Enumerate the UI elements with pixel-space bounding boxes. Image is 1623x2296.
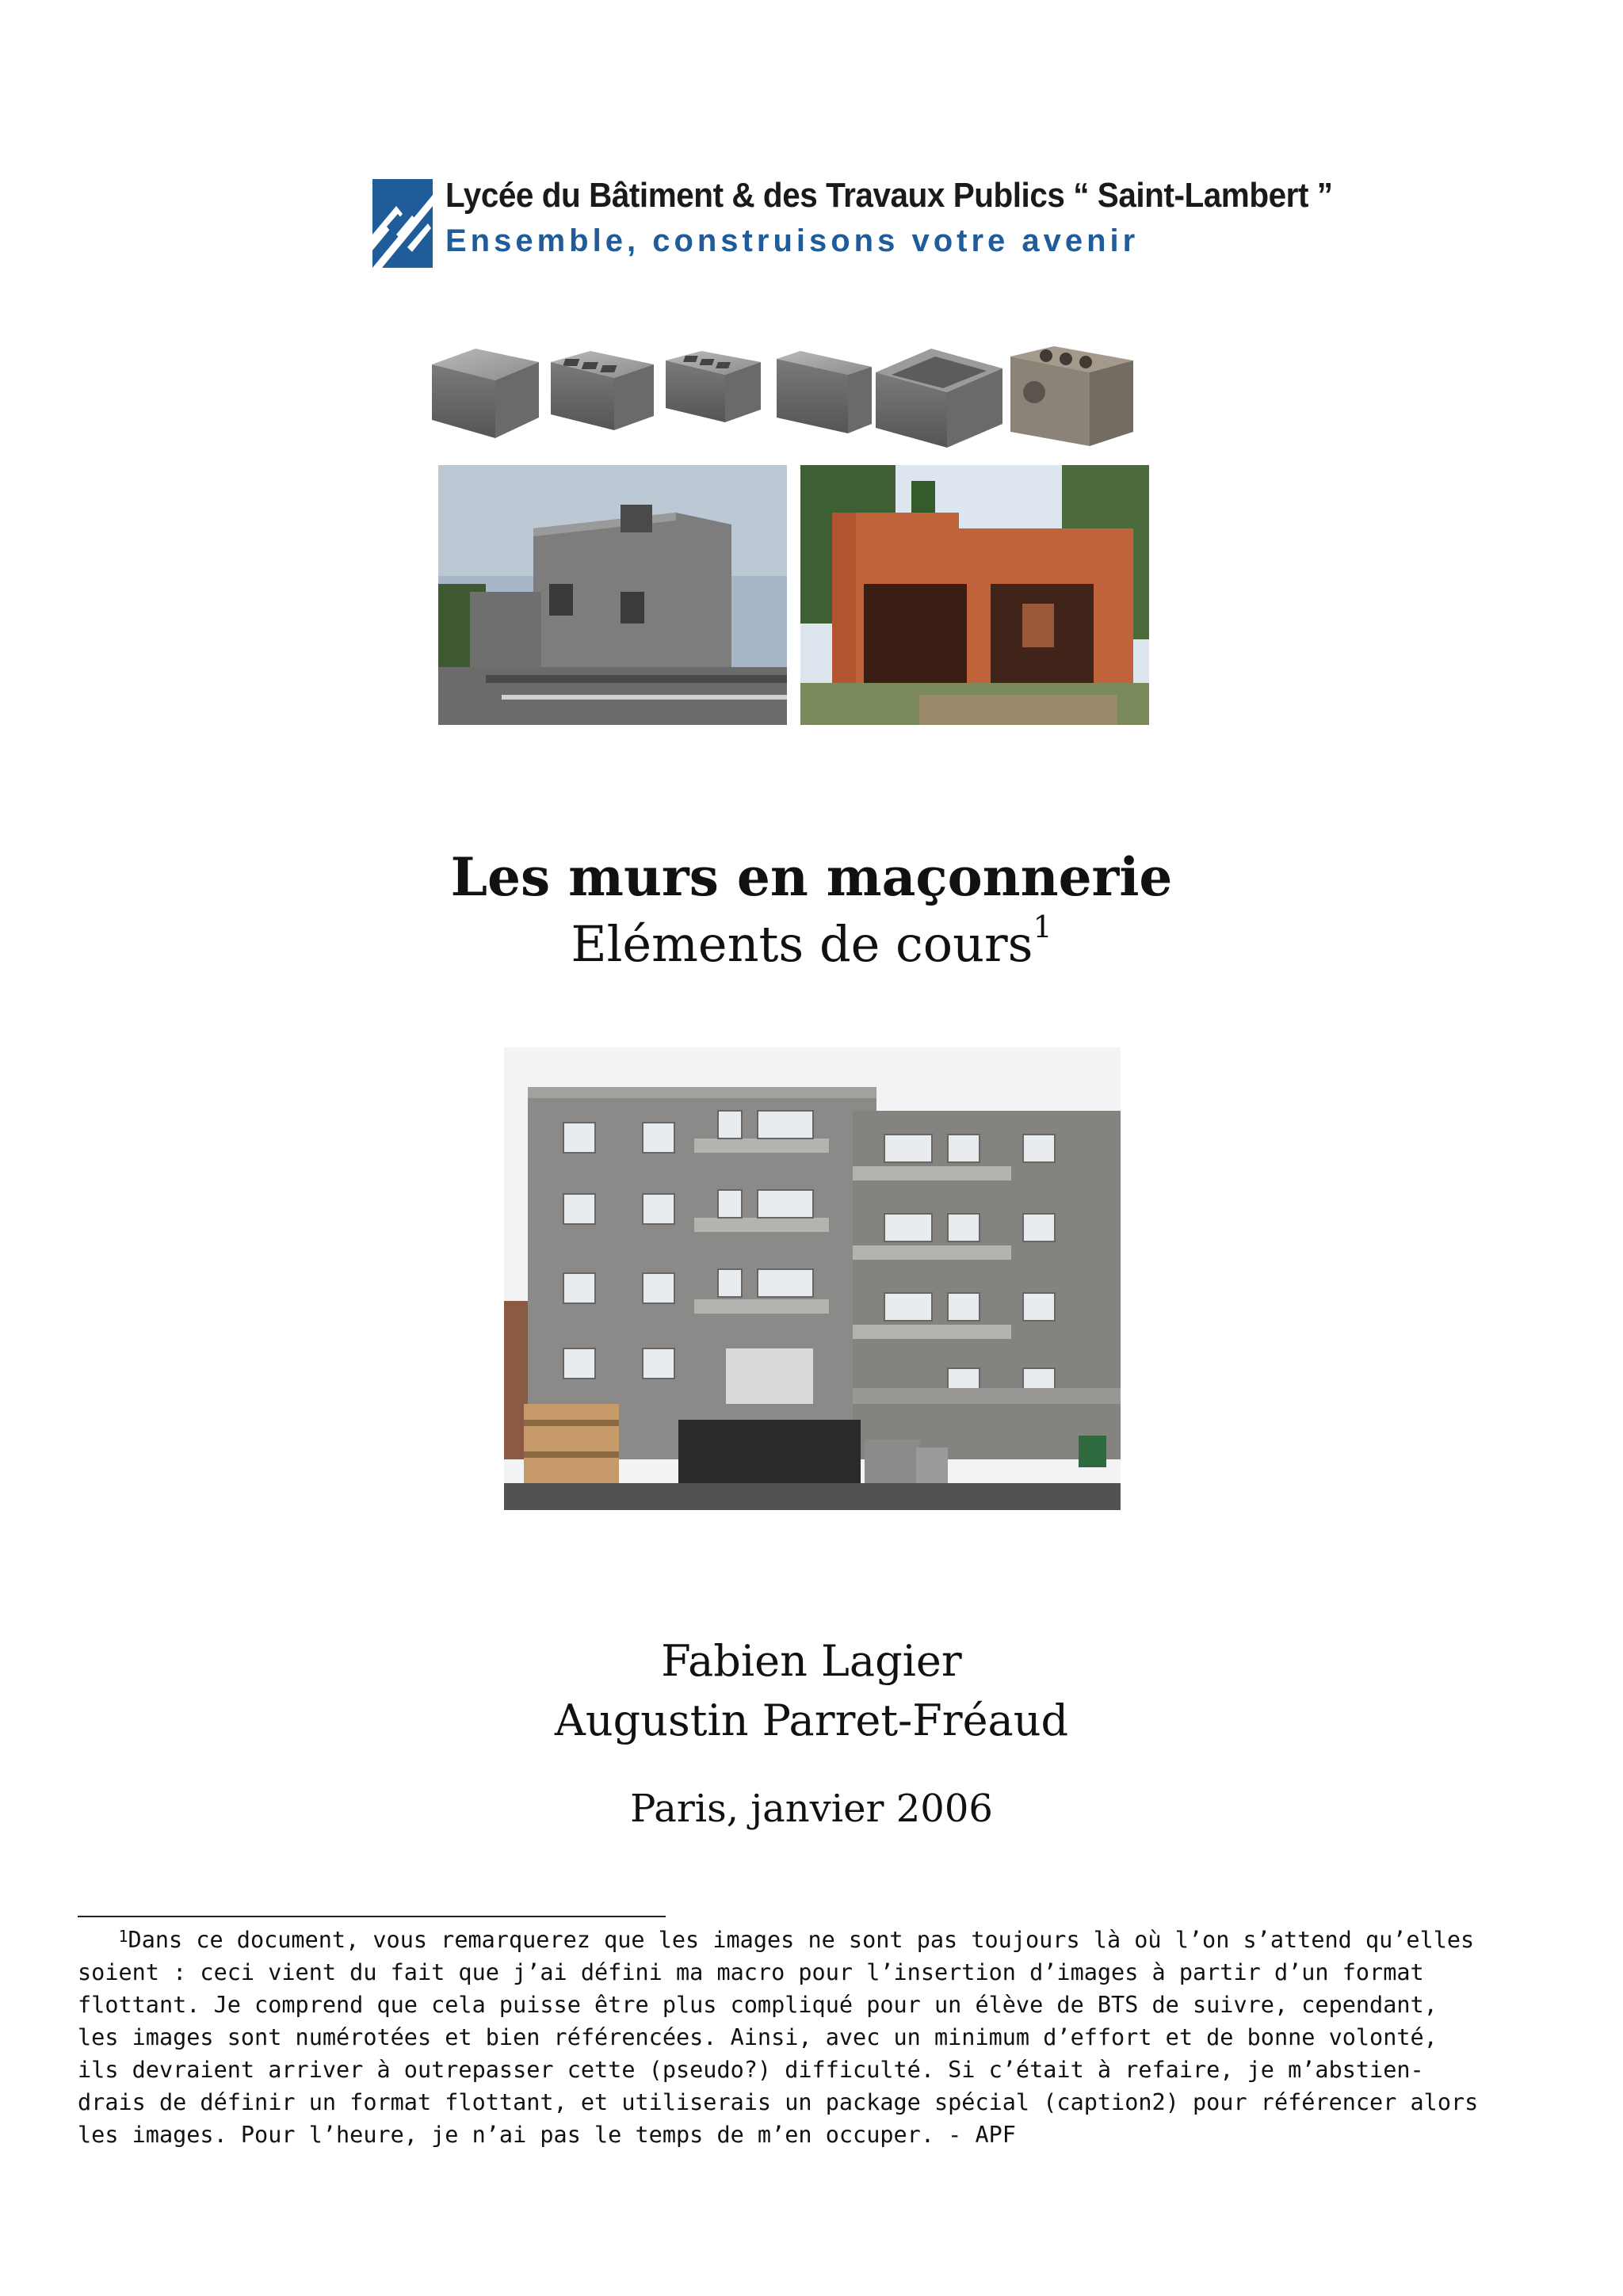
footnote [78, 1924, 1552, 2151]
u-channel-block-icon [876, 349, 1002, 448]
author-name: Fabien Lagier [661, 1636, 962, 1686]
school-logo [372, 176, 1333, 269]
place-and-date: Paris, janvier 2006 [630, 1787, 993, 1831]
logo-slogan: Ensemble, construisons votre avenir [445, 223, 1140, 258]
masonry-blocks-illustration [428, 345, 1145, 452]
hollow-block-icon [551, 351, 654, 430]
footnote-separator [78, 1916, 666, 1917]
logo-school-name: Lycée du Bâtiment & des Travaux Publics “ Saint-Lambert ” [445, 176, 1333, 215]
school-logo-emblem-icon [372, 179, 433, 268]
photo-concrete-block-house [438, 465, 787, 725]
footnote-number: 1 [118, 1927, 128, 1946]
photo-brick-house [800, 465, 1149, 725]
document-title: Les murs en maçonnerie [450, 846, 1173, 908]
footnote-marker: 1 [1033, 910, 1052, 944]
partition-block-icon [777, 351, 872, 433]
subtitle-text: Eléments de cours [571, 915, 1033, 973]
solid-block-icon [432, 349, 539, 438]
insulating-block-icon [1010, 346, 1133, 446]
hollow-block-icon [666, 351, 761, 422]
photo-apartment-building-construction [504, 1047, 1121, 1510]
footnote-text: Dans ce document, vous remarquerez que les images ne sont pas toujours là où l’on s’attend qu’elles soient : ceci vient du fait que j’ai défini ma macro pour l’insertion d’images à partir d’un format flottant. Je comprend que cela puisse être plus compliqué pour un élève de BTS de suivre, cependant, les images sont numérotées et bien référencées. Ainsi, avec un minimum d’effort et de bonne volonté, ils devraient arriver à outrepasser cette (pseudo?) difficulté. Si c’était à refaire, je m’abstien- drais de définir un format flottant, et utiliserais un package spécial (caption2) pour référencer alors les images. Pour l’heure, je n’ai pas le temps de m’en occuper. - APF [78, 1927, 1479, 2148]
document-subtitle [0, 910, 1623, 973]
author-name: Augustin Parret-Fréaud [554, 1695, 1069, 1745]
